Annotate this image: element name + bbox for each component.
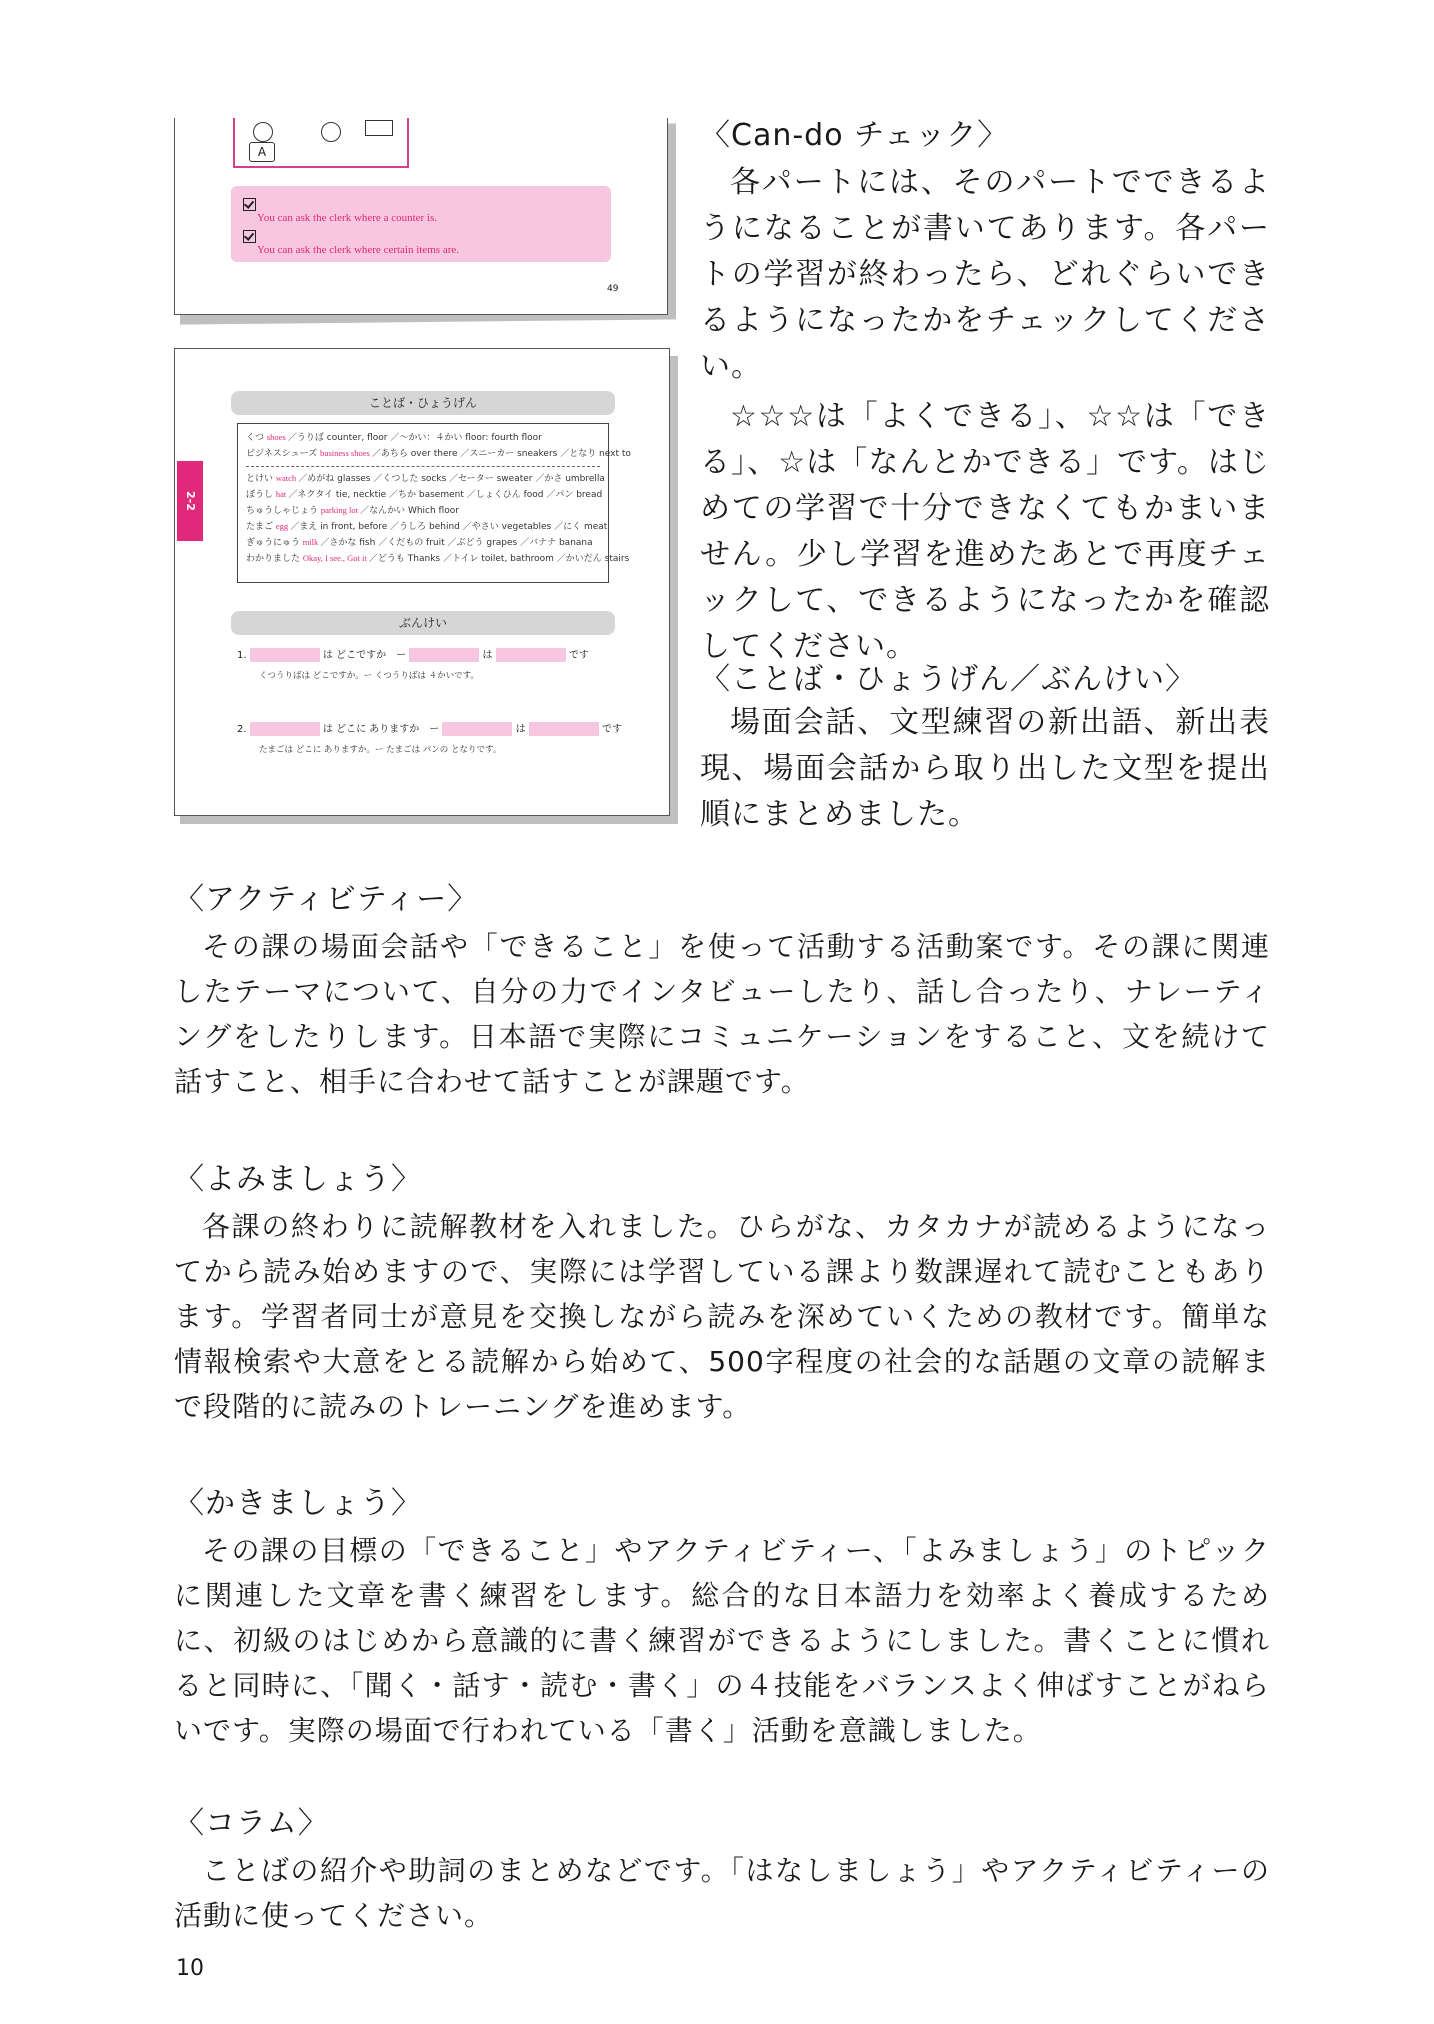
pattern-item (237, 647, 617, 681)
pattern-list (237, 647, 622, 795)
person-label: A (249, 142, 275, 162)
fill-in-blank (442, 722, 512, 736)
clerk-icon (321, 122, 341, 142)
cando-paragraph-1: 各パートには、そのパートでできるようになることが書いてあります。各パートの学習が終わったら、どれぐらいできるようになったかをチェックしてください。 (700, 165, 1270, 384)
kotoba-paragraph: 場面会話、文型練習の新出語、新出表現、場面会話から取り出した文型を提出順にまとめました。 (700, 705, 1270, 832)
vocab-word: ぼうし (246, 490, 276, 500)
vocab-translation: parking lot (320, 505, 361, 515)
vocab-translation: watch (275, 473, 299, 483)
thumb1-page-number: 49 (607, 284, 619, 294)
vocab-rest: ／あちら over there ／スニーカー sneakers ／となり next to (371, 449, 631, 459)
vocab-translation: business shoes (319, 448, 372, 458)
vocab-list (246, 430, 631, 567)
can-do-box (231, 186, 611, 262)
thumbnail-vocab-page (174, 348, 670, 816)
vocab-line (246, 551, 630, 567)
kotoba-heading: 〈ことば・ひょうげん／ぶんけい〉 (700, 662, 1196, 697)
pattern-title-bar: ぶんけい (231, 611, 615, 635)
vocab-line (246, 430, 600, 446)
checkbox-icon (243, 230, 256, 243)
illustration-frame (233, 118, 409, 168)
vocab-word: くつ (246, 433, 267, 443)
thumbnail-page-49 (174, 118, 668, 315)
side-tab (177, 461, 203, 541)
kaki-heading: 〈かきましょう〉 (174, 1486, 422, 1521)
pattern-text: は (479, 650, 496, 661)
activity-paragraph: その課の場面会話や「できること」を使って活動する活動案です。その課に関連したテーマについて、自分の力でインタビューしたり、話し合ったり、ナレーティングをしたりします。日本語で実際にコミュニケーションをすること、文を続けて話すこと、相手に合わせて話すことが課題です。 (174, 930, 1270, 1098)
pattern-number: 2. (237, 724, 250, 735)
vocab-divider (246, 466, 600, 467)
pattern-text: は (512, 724, 529, 735)
vocab-word: ぎゅうにゅう (246, 538, 303, 548)
side-tab-label: 2-2 (184, 491, 197, 511)
fill-in-blank (496, 648, 566, 662)
fill-in-blank (250, 722, 320, 736)
vocab-rest: ／なんかい Which floor (360, 506, 459, 516)
vocab-line (246, 487, 603, 503)
vocab-rest: ／めがね glasses ／くつした socks ／セーター sweater ／かさ umbrella (298, 474, 605, 484)
pattern-text: です (565, 650, 589, 661)
vocab-word: ちゅうしゃじょう (246, 506, 321, 516)
pattern-item (237, 721, 622, 755)
vocab-word: たまご (246, 522, 276, 532)
cando-paragraph-2: ☆☆☆は「よくできる」、☆☆は「できる」、☆は「なんとかできる」です。はじめての学習で十分できなくてもかまいません。少し学習を進めたあとで再度チェックして、できるようになったかを確認してください。 (700, 399, 1270, 664)
checkbox-icon (243, 198, 256, 211)
fill-in-blank (409, 648, 479, 662)
vocab-line (246, 446, 631, 462)
yomi-paragraph: 各課の終わりに読解教材を入れました。ひらがな、カタカナが読めるようになってから読み始めますので、実際には学習している課より数課遅れて読むこともあります。学習者同士が意見を交換しながら読みを深めていくための教材です。簡単な情報検索や大意をとる読解から始めて、500字程度の社会的な話題の文章の読解まで段階的に読みのトレーニングを進めます。 (174, 1210, 1270, 1423)
vocab-translation: milk (302, 537, 321, 547)
sign-icon (365, 120, 393, 136)
pattern-example: たまごは どこに ありますか。ー たまごは パンの となりです。 (259, 745, 502, 755)
vocab-translation: Okay, I see., Got it (302, 553, 369, 563)
check-item-2-text: You can ask the clerk where certain items are. (257, 244, 459, 256)
vocab-rest: ／うりば counter, floor ／〜かい：４かい floor: fourth floor (287, 433, 542, 443)
vocab-box (237, 423, 631, 583)
pattern-number: 1. (237, 650, 250, 661)
fill-in-blank (250, 648, 320, 662)
vocab-rest: ／ネクタイ tie, necktie ／ちか basement ／しょくひん food ／パン bread (288, 490, 603, 500)
kaki-paragraph: その課の目標の「できること」やアクティビティー、「よみましょう」のトピックに関連した文章を書く練習をします。総合的な日本語力を効率よく養成するために、初級のはじめから意識的に書く練習ができるようにしました。書くことに慣れると同時に、「聞く・話す・読む・書く」の４技能をバランスよく伸ばすことがねらいです。実際の場面で行われている「書く」活動を意識しました。 (174, 1534, 1270, 1747)
check-item-1-text: You can ask the clerk where a counter is. (257, 212, 438, 224)
vocab-rest: ／まえ in front, before ／うしろ behind ／やさい vegetables ／にく meat (290, 522, 608, 532)
pattern-example: くつうりばは どこですか。ー くつうりばは ４かいです。 (259, 671, 479, 681)
yomi-heading: 〈よみましょう〉 (174, 1162, 422, 1197)
vocab-word: ビジネスシューズ (246, 449, 320, 459)
column-heading: 〈コラム〉 (174, 1806, 329, 1841)
person-icon (253, 122, 273, 142)
vocab-word: とけい (246, 474, 276, 484)
pattern-text: は どこですか ー (319, 650, 410, 661)
vocab-line (246, 519, 608, 535)
check-item-1 (243, 194, 256, 213)
vocab-title-bar: ことば・ひょうげん (231, 391, 615, 415)
vocab-line (246, 471, 605, 487)
vocab-word: わかりました (246, 554, 303, 564)
column-paragraph: ことばの紹介や助詞のまとめなどです。「はなしましょう」やアクティビティーの活動に使ってください。 (174, 1854, 1270, 1932)
vocab-rest: ／さかな fish ／くだもの fruit ／ぶどう grapes ／バナナ banana (320, 538, 593, 548)
vocab-rest: ／どうも Thanks ／トイレ toilet, bathroom ／かいだん stairs (368, 554, 630, 564)
vocab-translation: egg (275, 521, 291, 531)
fill-in-blank (529, 722, 599, 736)
vocab-line (246, 503, 600, 519)
vocab-translation: hat (275, 489, 289, 499)
activity-heading: 〈アクティビティー〉 (174, 882, 479, 917)
check-item-2 (243, 226, 256, 245)
pattern-text: は どこに ありますか ー (319, 724, 443, 735)
page-number: 10 (176, 1956, 204, 1981)
cando-heading: 〈Can-do チェック〉 (700, 118, 1009, 153)
vocab-line (246, 535, 600, 551)
cando-body (700, 160, 1270, 670)
vocab-translation: shoes (266, 432, 288, 442)
pattern-text: です (598, 724, 622, 735)
